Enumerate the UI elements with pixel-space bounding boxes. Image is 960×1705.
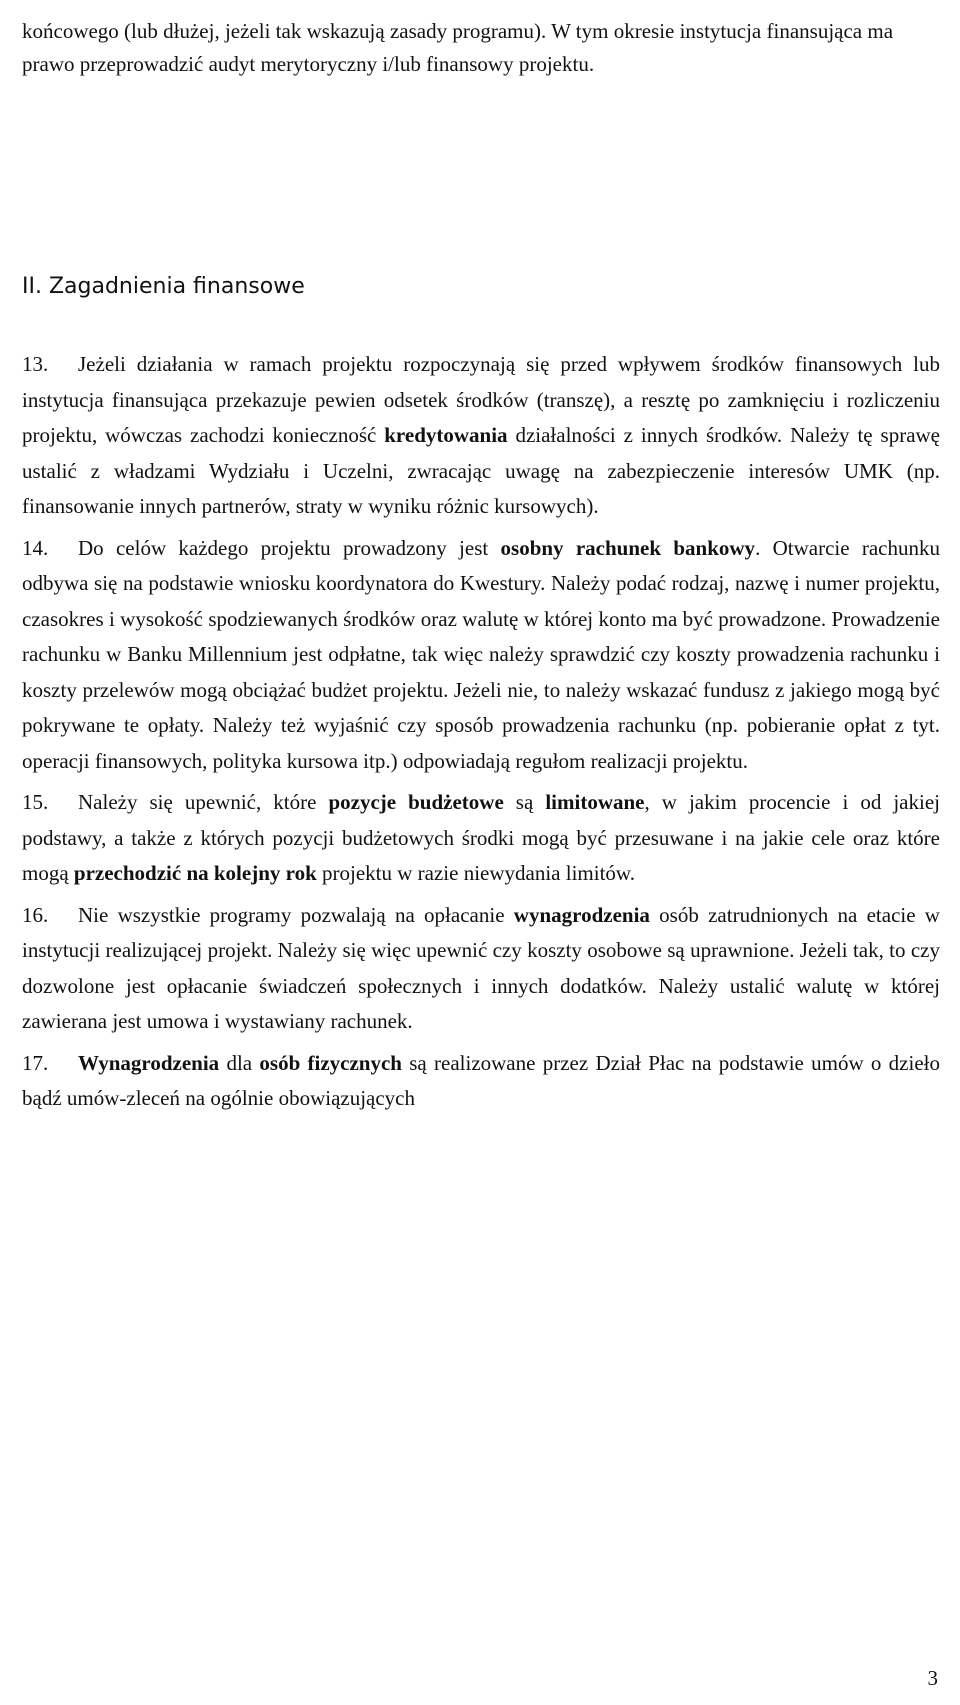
emphasis-text: limitowane bbox=[545, 790, 645, 814]
emphasis-text: Wynagrodzenia bbox=[78, 1050, 220, 1075]
emphasis-text: przechodzić na kolejny rok bbox=[73, 861, 317, 885]
item-text bbox=[22, 531, 940, 780]
intro-paragraph: końcowego (lub dłużej, jeżeli tak wskazują zasady programu). W tym okresie instytucja finansująca ma prawo przeprowadzić audyt merytoryczny i/lub finansowy projektu. bbox=[22, 19, 894, 76]
item-text bbox=[22, 898, 940, 1040]
item-number: 17. bbox=[22, 1050, 49, 1075]
item-number: 13. bbox=[22, 352, 49, 376]
item-text bbox=[22, 1046, 940, 1117]
text-run: Jeżeli działania w ramach projektu rozpoczynają się przed wpływem środków finansowych lub instytucja finansująca przekazuje pewien odsetek środków (transzę), a resztę po zamknięciu i rozliczeniu projektu, wówczas zachodzi konieczność bbox=[22, 352, 940, 447]
emphasis-text: wynagrodzenia bbox=[513, 902, 650, 927]
item-number: 15. bbox=[22, 790, 49, 814]
emphasis-text: pozycje budżetowe bbox=[328, 790, 504, 814]
item-text bbox=[22, 347, 940, 525]
list-item bbox=[22, 531, 940, 780]
text-run: . Otwarcie rachunku odbywa się na podstawie wniosku koordynatora do Kwestury. Należy podać rodzaj, nazwę i numer projektu, czasokres i wysokość spodziewanych środków oraz walutę w której konto ma być prowadzone. Prowadzenie rachunku w Banku Millennium jest odpłatne, tak więc należy sprawdzić czy koszty prowadzenia rachunku i koszty przelewów mogą obciążać budżet projektu. Jeżeli nie, to należy wskazać fundusz z jakiego mogą być pokrywane te opłaty. Należy też wyjaśnić czy sposób prowadzenia rachunku (np. pobieranie opłat z tyt. operacji finansowych, polityka kursowa itp.) odpowiadają regułom realizacji projektu. bbox=[22, 535, 941, 773]
page-number: 3 bbox=[927, 1666, 938, 1690]
text-run: osób zatrudnionych na etacie w instytucji realizującej projekt. Należy się więc upewnić czy koszty osobowe są uprawnione. Jeżeli tak, to czy dozwolone jest opłacanie świadczeń społecznych i innych dodatków. Należy ustalić walutę w której zawierana jest umowa i wystawiany rachunek. bbox=[22, 902, 940, 1033]
emphasis-text: osobny rachunek bankowy bbox=[500, 535, 756, 560]
item-number: 16. bbox=[22, 902, 49, 927]
list-item bbox=[22, 347, 940, 525]
text-run: Należy się upewnić, które bbox=[78, 790, 329, 814]
text-run: projektu w razie niewydania limitów. bbox=[316, 861, 635, 885]
item-text bbox=[22, 785, 940, 892]
text-run: są realizowane przez Dział Płac na podstawie umów o dzieło bądź umów-zleceń na ogólnie obowiązujących bbox=[22, 1050, 940, 1110]
text-run: Nie wszystkie programy pozwalają na opłacanie bbox=[78, 902, 514, 927]
numbered-list bbox=[22, 347, 940, 1123]
text-run: Do celów każdego projektu prowadzony jest bbox=[78, 535, 501, 560]
text-run: są bbox=[503, 790, 546, 814]
list-item bbox=[22, 1046, 940, 1117]
text-run: działalności z innych środków. Należy tę sprawę ustalić z władzami Wydziału i Uczelni, zwracając uwagę na zabezpieczenie interesów UMK (np. finansowanie innych partnerów, straty w wyniku różnic kursowych). bbox=[22, 423, 940, 518]
section-heading: II. Zagadnienia finansowe bbox=[22, 274, 305, 299]
list-item bbox=[22, 785, 940, 892]
emphasis-text: osób fizycznych bbox=[259, 1050, 402, 1075]
item-number: 14. bbox=[22, 535, 49, 560]
emphasis-text: kredytowania bbox=[384, 423, 508, 447]
text-run: dla bbox=[219, 1050, 260, 1075]
text-run: , w jakim procencie i od jakiej podstawy, a także z których pozycji budżetowych środki mogą być przesuwane i na jakie cele oraz które mogą bbox=[22, 790, 940, 885]
list-item bbox=[22, 898, 940, 1040]
